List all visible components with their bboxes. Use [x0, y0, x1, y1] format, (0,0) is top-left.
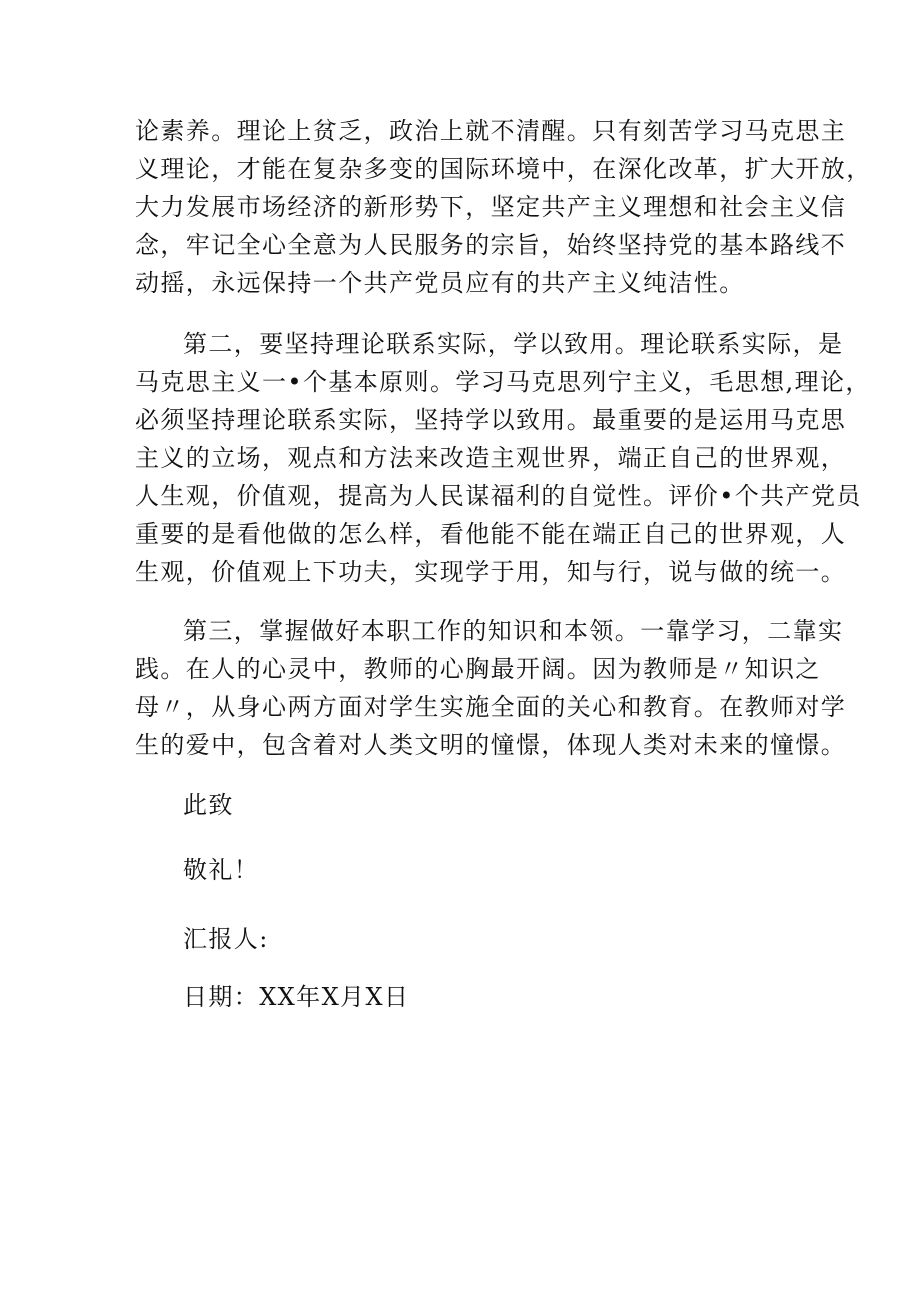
paragraph-line: 论素养。理论上贫乏，政治上就不清醒。只有刻苦学习马克思主 [135, 117, 847, 145]
paragraph-line: 动摇，永远保持一个共产党员应有的共产主义纯洁性。 [135, 269, 745, 297]
paragraph-line: 马克思主义一•个基本原则。学习马克思列宁主义，毛思想,理论， [135, 368, 871, 396]
paragraph-line: 生的爱中，包含着对人类文明的憧憬，体现人类对未来的憧憬。 [135, 731, 847, 759]
closing-salutation: 此致 [183, 791, 234, 819]
paragraph-line: 重要的是看他做的怎么样，看他能不能在端正自己的世界观，人 [135, 520, 847, 548]
paragraph-line: 践。在人的心灵中，教师的心胸最开阔。因为教师是〃知识之 [135, 655, 821, 683]
date-line: 日期：XX年X月X日 [183, 983, 410, 1011]
paragraph-line: 生观，价值观上下功夫，实现学于用，知与行，说与做的统一。 [135, 558, 847, 586]
paragraph-line: 大力发展市场经济的新形势下，坚定共产主义理想和社会主义信 [135, 193, 847, 221]
paragraph-line: 第二，要坚持理论联系实际，学以致用。理论联系实际，是 [183, 330, 844, 358]
paragraph-line: 第三，掌握做好本职工作的知识和本领。一靠学习，二靠实 [183, 617, 844, 645]
paragraph-line: 主义的立场，观点和方法来改造主观世界，端正自己的世界观， [135, 444, 847, 472]
paragraph-line: 义理论，才能在复杂多变的国际环境中，在深化改革，扩大开放， [135, 155, 872, 183]
reporter-label: 汇报人: [183, 925, 269, 953]
paragraph-line: 母〃，从身心两方面对学生实施全面的关心和教育。在教师对学 [135, 693, 847, 721]
paragraph-line: 念，牢记全心全意为人民服务的宗旨，始终坚持党的基本路线不 [135, 231, 847, 259]
paragraph-line: 人生观，价值观，提高为人民谋福利的自觉性。评价•个共产党员 [135, 482, 862, 510]
paragraph-line: 必须坚持理论联系实际，坚持学以致用。最重要的是运用马克思 [135, 406, 847, 434]
closing-respect: 敬礼！ [183, 856, 260, 884]
